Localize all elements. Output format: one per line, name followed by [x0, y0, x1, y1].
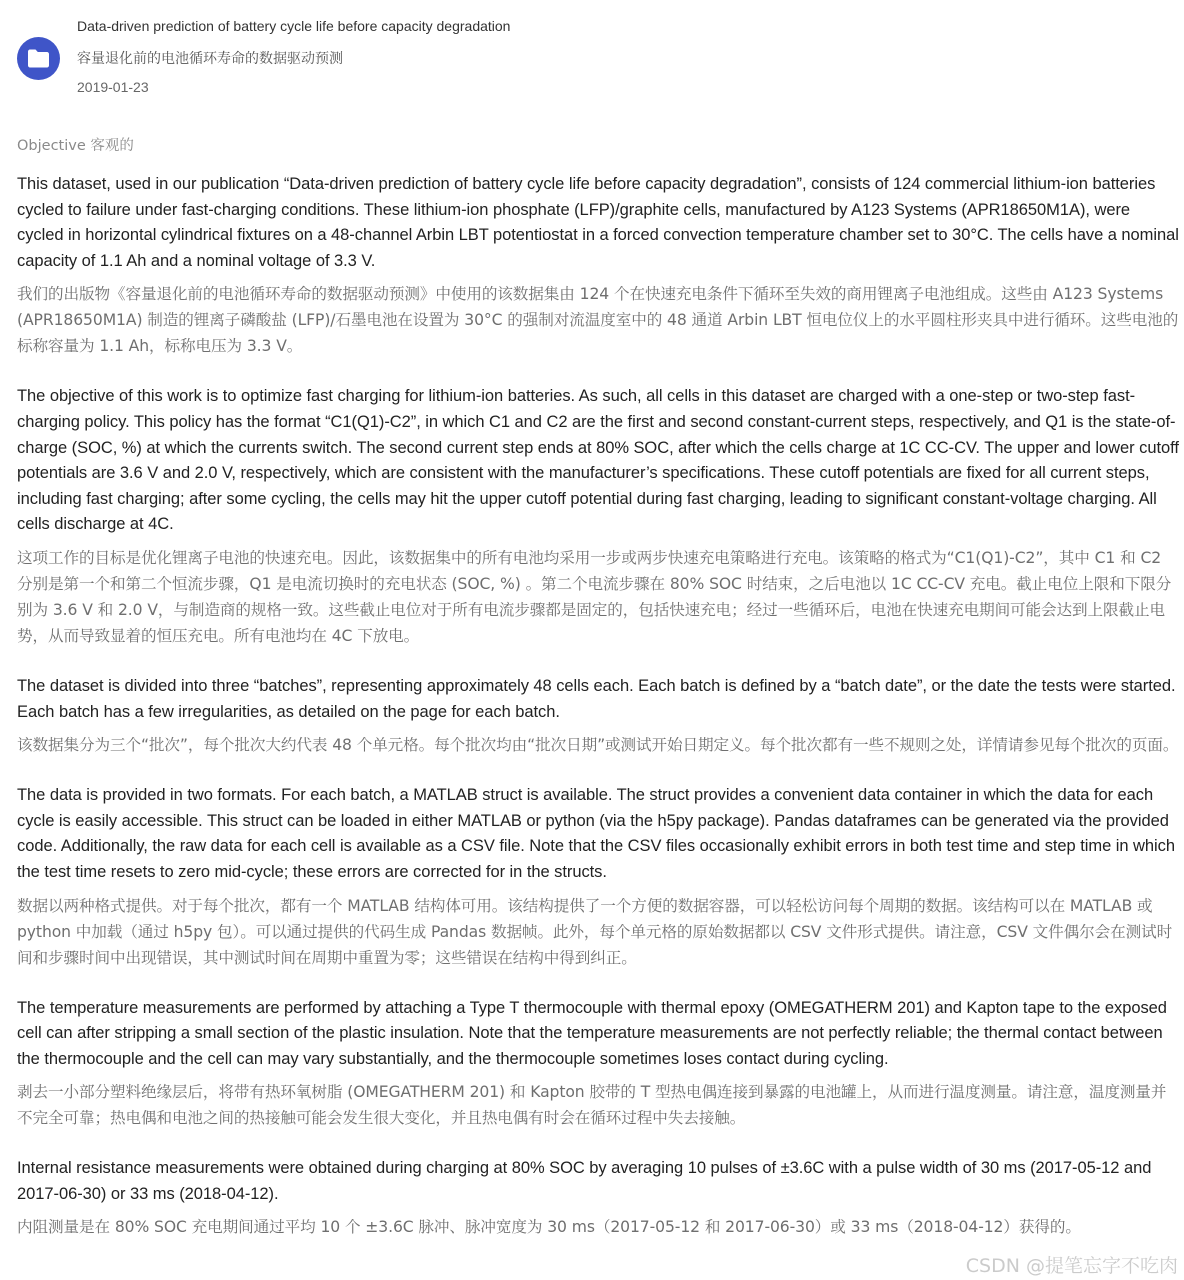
paragraph-en-resistance: Internal resistance measurements were obtained during charging at 80% SOC by averaging 10 pulses of ±3.6C with a pulse width of 30 ms (2017-05-12 and 2017-06-30) or 33 ms (2018-04-12).	[17, 1159, 1152, 1203]
folder-avatar	[17, 37, 60, 80]
paragraph-zh-batches: 该数据集分为三个“批次”，每个批次大约代表 48 个单元格。每个批次均由“批次日期”或测试开始日期定义。每个批次都有一些不规则之处，详情请参见每个批次的页面。	[17, 736, 1179, 755]
paragraph-spacer	[17, 971, 1180, 996]
dataset-title: Data-driven prediction of battery cycle life before capacity degradation	[77, 18, 511, 34]
paragraph-spacer	[17, 758, 1180, 783]
paragraph-spacer	[17, 359, 1180, 384]
csdn-watermark: CSDN @提笔忘字不吃肉	[965, 1255, 1178, 1277]
dataset-date: 2019-01-23	[77, 79, 149, 95]
dataset-header	[0, 0, 1184, 110]
paragraph-zh-formats: 数据以两种格式提供。对于每个批次，都有一个 MATLAB 结构体可用。该结构提供了一个方便的数据容器，可以轻松访问每个周期的数据。该结构可以在 MATLAB 或 python 中加载（通过 h5py 包）。可以通过提供的代码生成 Pandas 数据帧。此外，每个单元格的原始数据都以 CSV 文件形式提供。请注意，CSV 文件偶尔会在测试时间和步骤时间中出现错误，其中测试时间在周期中重置为零；这些错误在结构中得到纠正。	[17, 896, 1173, 967]
paragraph-zh-overview: 我们的出版物《容量退化前的电池循环寿命的数据驱动预测》中使用的该数据集由 124 个在快速充电条件下循环至失效的商用锂离子电池组成。这些由 A123 Systems (APR18650M1A) 制造的锂离子磷酸盐 (LFP)/石墨电池在设置为 30°C 的强制对流温度室中的 48 通道 Arbin LBT 恒电位仪上的水平圆柱形夹具中进行循环。这些电池的标称容量为 1.1 Ah，标称电压为 3.3 V。	[17, 285, 1179, 356]
section-label-objective: Objective 客观的	[17, 138, 134, 154]
folder-icon	[27, 48, 50, 69]
paragraph-zh-objective: 这项工作的目标是优化锂离子电池的快速充电。因此，该数据集中的所有电池均采用一步或两步快速充电策略进行充电。该策略的格式为“C1(Q1)-C2”，其中 C1 和 C2 分别是第一个和第二个恒流步骤，Q1 是电流切换时的充电状态 (SOC, %) 。第二个电流步骤在 80% SOC 时结束，之后电池以 1C CC-CV 充电。截止电位上限和下限分别为 3.6 V 和 2.0 V，与制造商的规格一致。这些截止电位对于所有电流步骤都是固定的，包括快速充电；经过一些循环后，电池在快速充电期间可能会达到上限截止电势，从而导致显着的恒压充电。所有电池均在 4C 下放电。	[17, 548, 1172, 645]
paragraph-zh-temperature: 剥去一小部分塑料绝缘层后，将带有热环氧树脂 (OMEGATHERM 201) 和 Kapton 胶带的 T 型热电偶连接到暴露的电池罐上，从而进行温度测量。请注意，温度测量并不完全可靠；热电偶和电池之间的热接触可能会发生很大变化，并且热电偶有时会在循环过程中失去接触。	[17, 1083, 1167, 1128]
paragraph-en-temperature: The temperature measurements are performed by attaching a Type T thermocouple with thermal epoxy (OMEGATHERM 201) and Kapton tape to the exposed cell can after stripping a small section of the plastic insulation. Note that the temperature measurements are not perfectly reliable; the thermal contact between the thermocouple and the cell can may vary substantially, and the thermocouple sometimes loses contact during cycling.	[17, 998, 1167, 1068]
objective-content	[17, 172, 1180, 1240]
paragraph-en-overview: This dataset, used in our publication “Data-driven prediction of battery cycle life before capacity degradation”, consists of 124 commercial lithium-ion batteries cycled to failure under fast-charging conditions. These lithium-ion phosphate (LFP)/graphite cells, manufactured by A123 Systems (APR18650M1A), were cycled in horizontal cylindrical fixtures on a 48-channel Arbin LBT potentiostat in a forced convection temperature chamber set to 30°C. The cells have a nominal capacity of 1.1 Ah and a nominal voltage of 3.3 V.	[17, 175, 1179, 270]
paragraph-en-batches: The dataset is divided into three “batches”, representing approximately 48 cells each. Each batch is defined by a “batch date”, or the date the tests were started. Each batch has a few irregularities, as detailed on the page for each batch.	[17, 676, 1176, 721]
paragraph-en-formats: The data is provided in two formats. For each batch, a MATLAB struct is available. The struct provides a convenient data container in which the data for each cycle is easily accessible. This struct can be loaded in either MATLAB or python (via the h5py package). Pandas dataframes can be generated via the provided code. Additionally, the raw data for each cell is available as a CSV file. Note that the CSV files occasionally exhibit errors in both test time and step time in which the test time resets to zero mid-cycle; these errors are corrected for in the structs.	[17, 786, 1175, 881]
paragraph-en-objective: The objective of this work is to optimize fast charging for lithium-ion batteries. As such, all cells in this dataset are charged with a one-step or two-step fast-charging policy. This policy has the format “C1(Q1)-C2”, in which C1 and C2 are the first and second constant-current steps, respectively, and Q1 is the state-of-charge (SOC, %) at which the currents switch. The second current step ends at 80% SOC, after which the cells charge at 1C CC-CV. The upper and lower cutoff potentials are 3.6 V and 2.0 V, respectively, which are consistent with the manufacturer’s specifications. These cutoff potentials are fixed for all current steps, including fast charging; after some cycling, the cells may hit the upper cutoff potential during fast charging, leading to significant constant-voltage charging. All cells discharge at 4C.	[17, 387, 1179, 534]
paragraph-zh-resistance: 内阻测量是在 80% SOC 充电期间通过平均 10 个 ±3.6C 脉冲、脉冲宽度为 30 ms（2017-05-12 和 2017-06-30）或 33 ms（2018-04-12）获得的。	[17, 1218, 1081, 1237]
paragraph-spacer	[17, 649, 1180, 674]
paragraph-spacer	[17, 1131, 1180, 1156]
dataset-subtitle: 容量退化前的电池循环寿命的数据驱动预测	[77, 51, 343, 67]
